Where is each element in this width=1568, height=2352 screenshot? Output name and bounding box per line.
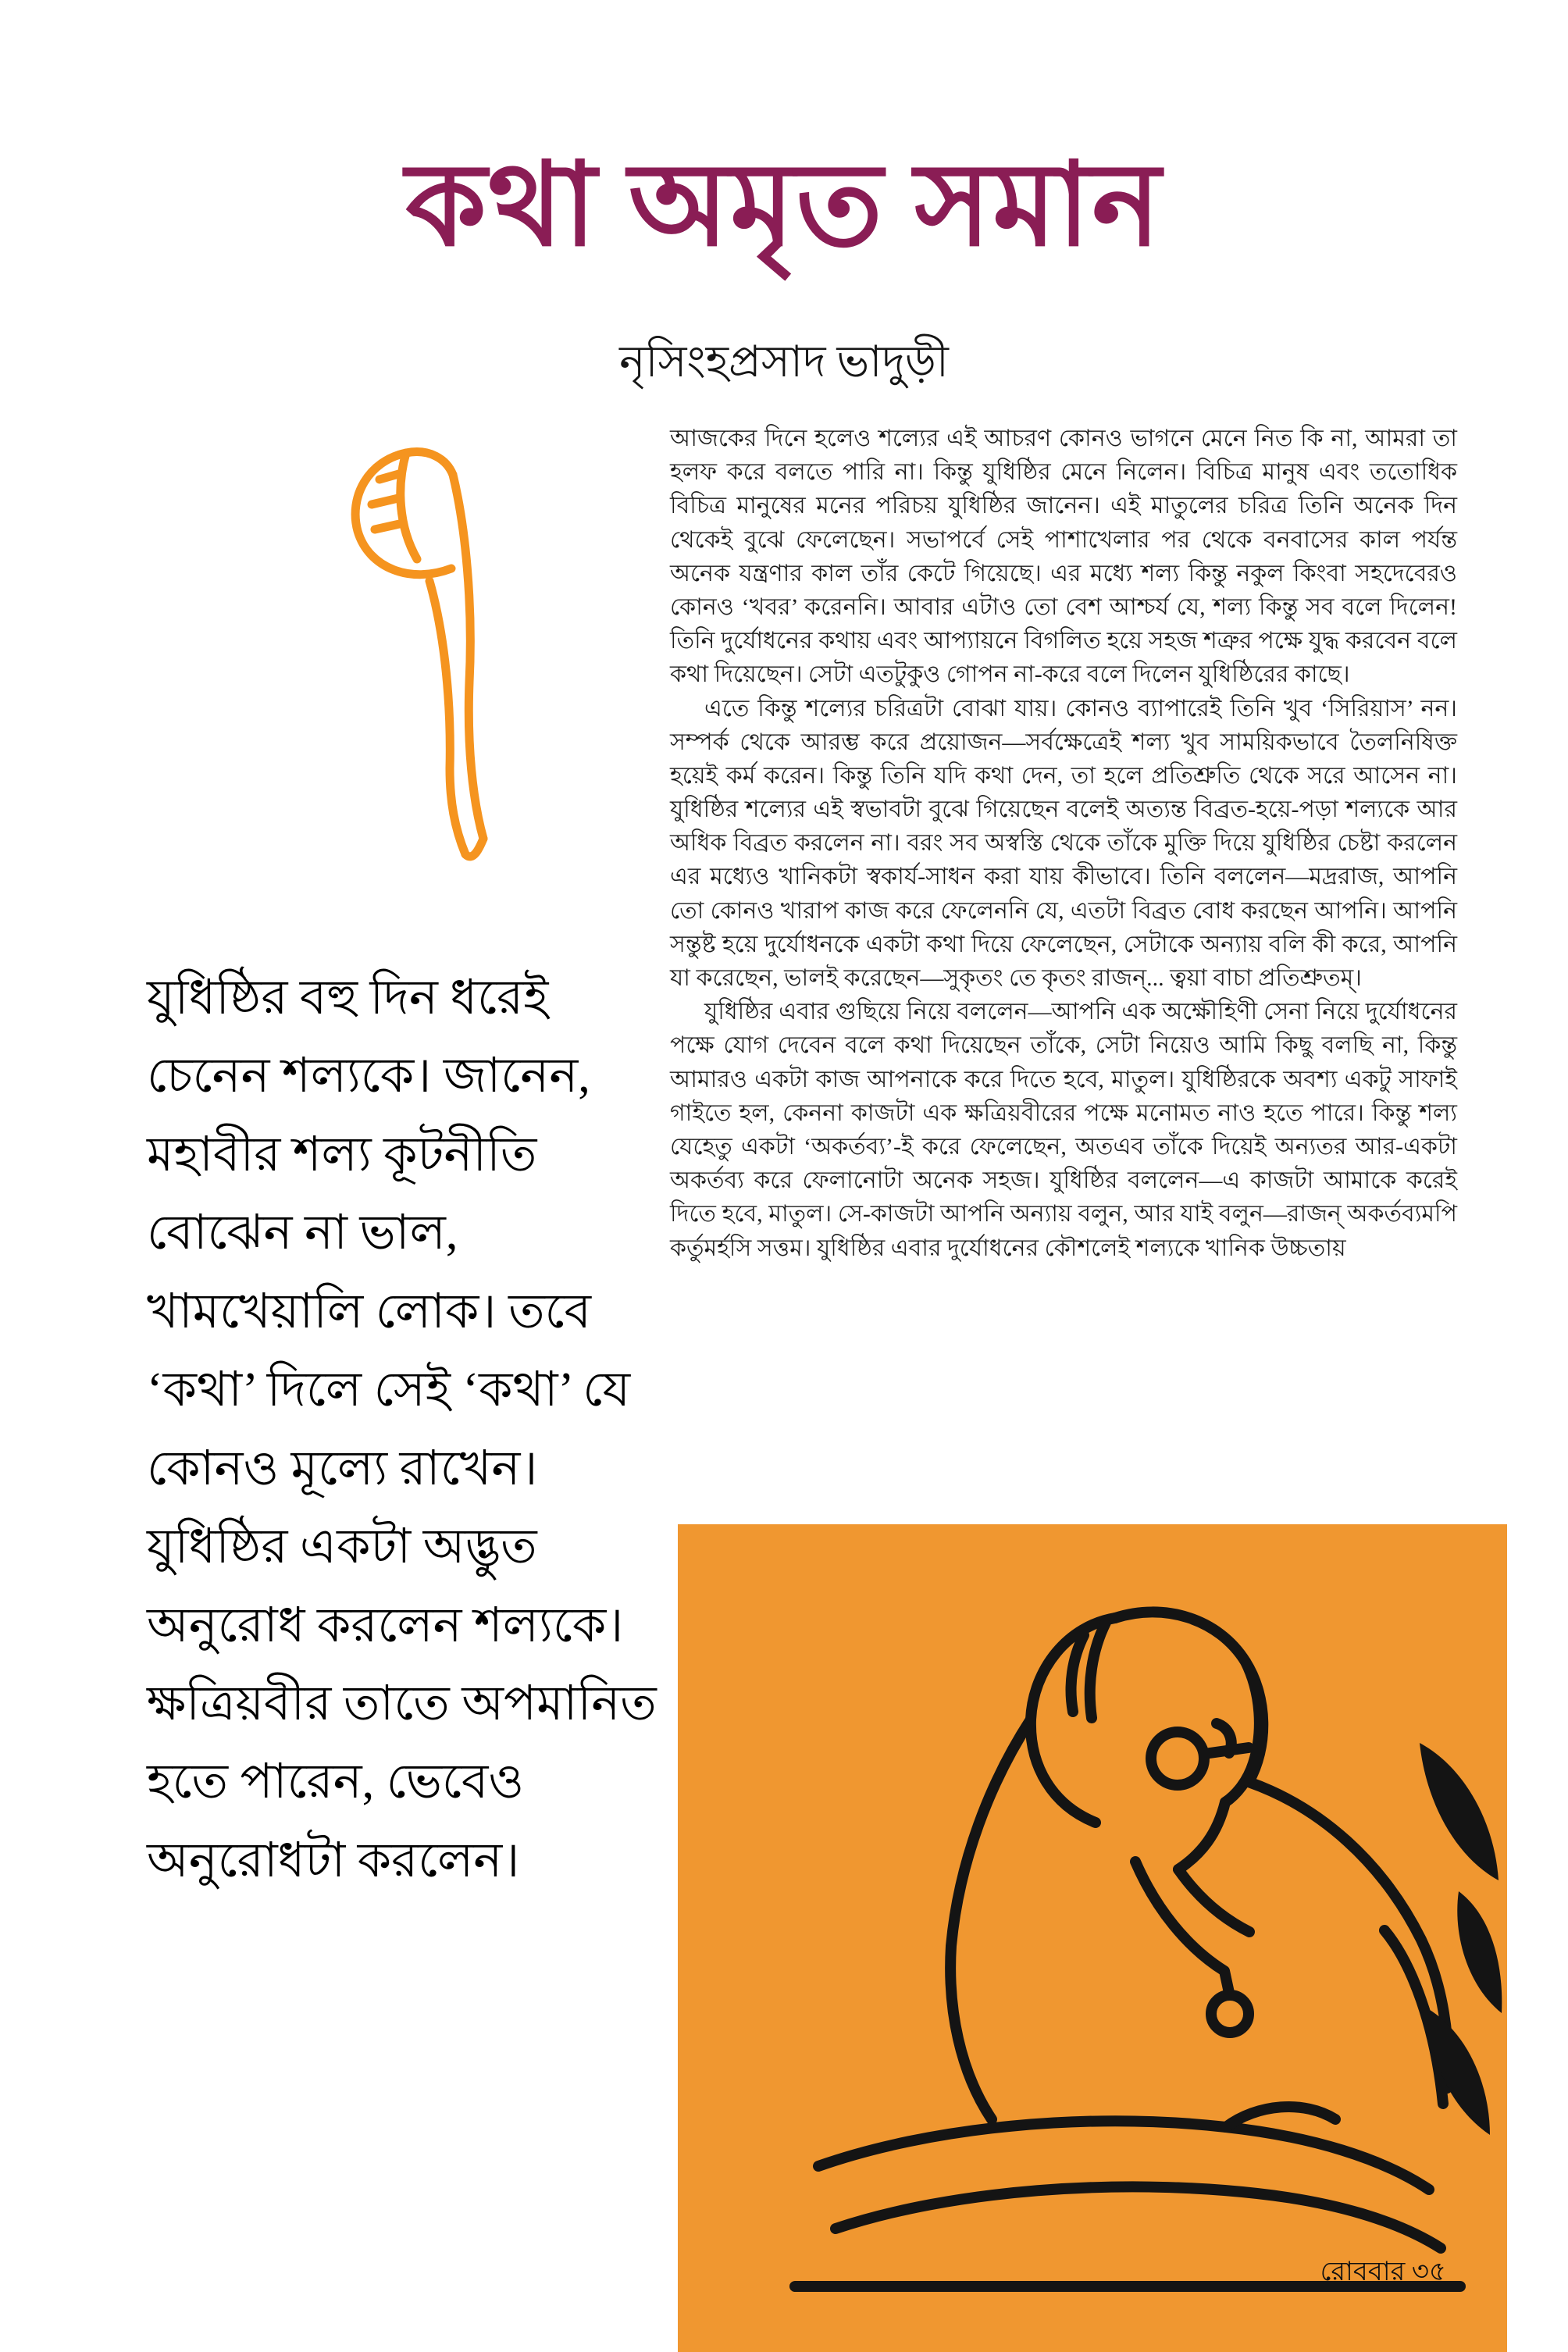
axe-illustration: [334, 431, 565, 872]
reader-illustration: [678, 1524, 1507, 2352]
article-paragraph: যুধিষ্ঠির এবার গুছিয়ে নিয়ে বললেন—আপনি এক অক্ষৌহিণী সেনা নিয়ে দুর্যোধনের পক্ষে যোগ দেবেন বলে কথা দিয়েছেন তাঁকে, সেটা নিয়েও আমি কিছু বলছি না, কিন্তু আমারও একটা কাজ আপনাকে করে দিতে হবে, মাতুল। যুধিষ্ঠিরকে অবশ্য একটু সাফাই গাইতে হল, কেননা কাজটা এক ক্ষত্রিয়বীরের পক্ষে মনোমত নাও হতে পারে। কিন্তু শল্য যেহেতু একটা ‘অকর্তব্য’-ই করে ফেলেছেন, অতএব তাঁকে দিয়েই অন্যতর আর-একটা অকর্তব্য করে ফেলানোটা অনেক সহজ। যুধিষ্ঠির বললেন—এ কাজটা আমাকে করেই দিতে হবে, মাতুল। সে-কাজটা আপনি অন্যায় বলুন, আর যাই বলুন—রাজন্‌ অকর্তব্যমপি কর্তুমর্হসি সত্তম। যুধিষ্ঠির এবার দুর্যোধনের কৌশলেই শল্যকে খানিক উচ্চতায়: [670, 999, 1457, 1261]
article-body: [670, 422, 1457, 1265]
page-number: রোববার ৩৫: [1320, 2258, 1446, 2286]
pull-quote: যুধিষ্ঠির বহু দিন ধরেই চেনেন শল্যকে। জানেন, মহাবীর শল্য কূটনীতি বোঝেন না ভাল, খামখেয়ালি লোক। তবে ‘কথা’ দিলে সেই ‘কথা’ যে কোনও মূল্যে রাখেন। যুধিষ্ঠির একটা অদ্ভুত অনুরোধ করলেন শল্যকে। ক্ষত্রিয়বীর তাতে অপমানিত হতে পারেন, ভেবেও অনুরোধটা করলেন।: [147, 971, 657, 1887]
author-byline: নৃসিংহপ্রসাদ ভাদুড়ী: [619, 338, 949, 387]
article-paragraph: আজকের দিনে হলেও শল্যের এই আচরণ কোনও ভাগনে মেনে নিত কি না, আমরা তা হলফ করে বলতে পারি না। কিন্তু যুধিষ্ঠির মেনে নিলেন। বিচিত্র মানুষ এবং ততোধিক বিচিত্র মানুষের মনের পরিচয় যুধিষ্ঠির জানেন। এই মাতুলের চরিত্র তিনি অনেক দিন থেকেই বুঝে ফেলেছেন। সভাপর্বে সেই পাশাখেলার পর থেকে বনবাসের কাল পর্যন্ত অনেক যন্ত্রণার কাল তাঁর কেটে গিয়েছে। এর মধ্যে শল্য কিন্তু নকুল কিংবা সহদেবেরও কোনও ‘খবর’ করেননি। আবার এটাও তো বেশ আশ্চর্য যে, শল্য কিন্তু সব বলে দিলেন! তিনি দুর্যোধনের কথায় এবং আপ্যায়নে বিগলিত হয়ে সহজ শত্রুর পক্ষে যুদ্ধ করবেন বলে কথা দিয়েছেন। সেটা এতটুকুও গোপন না-করে বলে দিলেন যুধিষ্ঠিরের কাছে।: [670, 426, 1457, 688]
page-title: কথা অমৃত সমান: [405, 142, 1163, 270]
article-paragraph: এতে কিন্তু শল্যের চরিত্রটা বোঝা যায়। কোনও ব্যাপারেই তিনি খুব ‘সিরিয়াস’ নন। সম্পর্ক থেকে আরম্ভ করে প্রয়োজন—সর্বক্ষেত্রেই শল্য খুব সাময়িকভাবে তৈলনিষিক্ত হয়েই কর্ম করেন। কিন্তু তিনি যদি কথা দেন, তা হলে প্রতিশ্রুতি থেকে সরে আসেন না। যুধিষ্ঠির শল্যের এই স্বভাবটা বুঝে গিয়েছেন বলেই অত্যন্ত বিব্রত-হয়ে-পড়া শল্যকে আর অধিক বিব্রত করলেন না। বরং সব অস্বস্তি থেকে তাঁকে মুক্তি দিয়ে যুধিষ্ঠির চেষ্টা করলেন এর মধ্যেও খানিকটা স্বকার্য-সাধন করা যায় কীভাবে। তিনি বললেন—মদ্ররাজ, আপনি তো কোনও খারাপ কাজ করে ফেলেননি যে, এতটা বিব্রত বোধ করছেন আপনি। আপনি সন্তুষ্ট হয়ে দুর্যোধনকে একটা কথা দিয়ে ফেলেছেন, সেটাকে অন্যায় বলি কী করে, আপনি যা করেছেন, ভালই করেছেন—সুকৃতং তে কৃতং রাজন্‌... ত্বয়া বাচা প্রতিশ্রুতম্।: [670, 695, 1457, 991]
illustration-panel: [678, 1524, 1507, 2352]
